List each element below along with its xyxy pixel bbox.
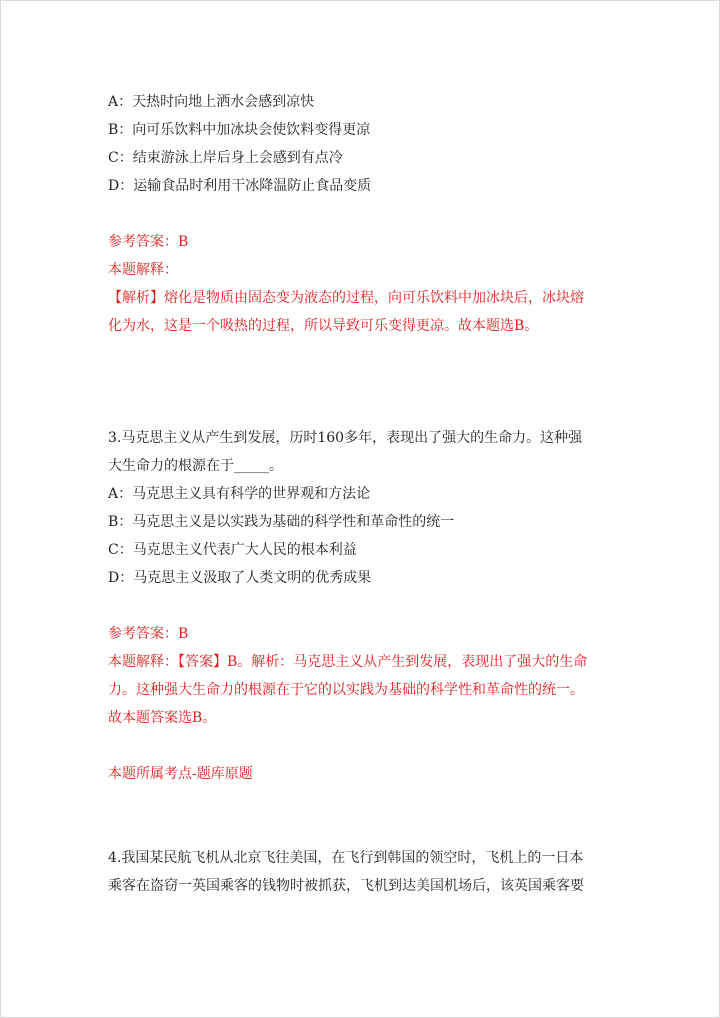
question-4 [108, 844, 608, 900]
question-3 [108, 424, 608, 592]
explanation-label: 本题解释： [108, 262, 178, 278]
question-stem-line-2: 大生命力的根源在于_____。 [108, 458, 283, 474]
question-2-answer-block [108, 228, 608, 340]
option-b: B：向可乐饮料中加冰块会使饮料变得更凉 [108, 122, 371, 138]
option-b: B：马克思主义是以实践为基础的科学性和革命性的统一 [108, 514, 455, 530]
question-stem-line-1: 3.马克思主义从产生到发展，历时160多年，表现出了强大的生命力。这种强 [108, 430, 583, 446]
question-stem-line-2: 乘客在盗窃一英国乘客的钱物时被抓获，飞机到达美国机场后，该英国乘客要 [108, 878, 584, 894]
explanation-line-1: 【解析】熔化是物质由固态变为液态的过程，向可乐饮料中加冰块后，冰块熔 [108, 290, 584, 306]
question-source-tag: 本题所属考点-题库原题 [108, 766, 253, 782]
option-a: A：马克思主义具有科学的世界观和方法论 [108, 486, 371, 502]
option-c: C：马克思主义代表广大人民的根本利益 [108, 542, 357, 558]
option-c: C：结束游泳上岸后身上会感到有点冷 [108, 150, 343, 166]
option-a: A：天热时向地上洒水会感到凉快 [108, 94, 315, 110]
answer-label: 参考答案：B [108, 626, 189, 642]
explanation-line-1: 本题解释：【答案】B。解析：马克思主义从产生到发展，表现出了强大的生命 [108, 654, 588, 670]
question-stem-line-1: 4.我国某民航飞机从北京飞往美国，在飞行到韩国的领空时，飞机上的一日本 [108, 850, 584, 866]
option-d: D：运输食品时利用干冰降温防止食品变质 [108, 178, 372, 194]
question-3-answer-block [108, 620, 608, 732]
explanation-line-3: 故本题答案选B。 [108, 710, 217, 726]
answer-label: 参考答案：B [108, 234, 189, 250]
document-body [108, 88, 608, 900]
explanation-line-2: 力。这种强大生命力的根源在于它的以实践为基础的科学性和革命性的统一。 [108, 682, 584, 698]
option-d: D：马克思主义汲取了人类文明的优秀成果 [108, 570, 372, 586]
explanation-line-2: 化为水，这是一个吸热的过程，所以导致可乐变得更凉。故本题选B。 [108, 318, 539, 334]
question-2-options [108, 88, 608, 200]
